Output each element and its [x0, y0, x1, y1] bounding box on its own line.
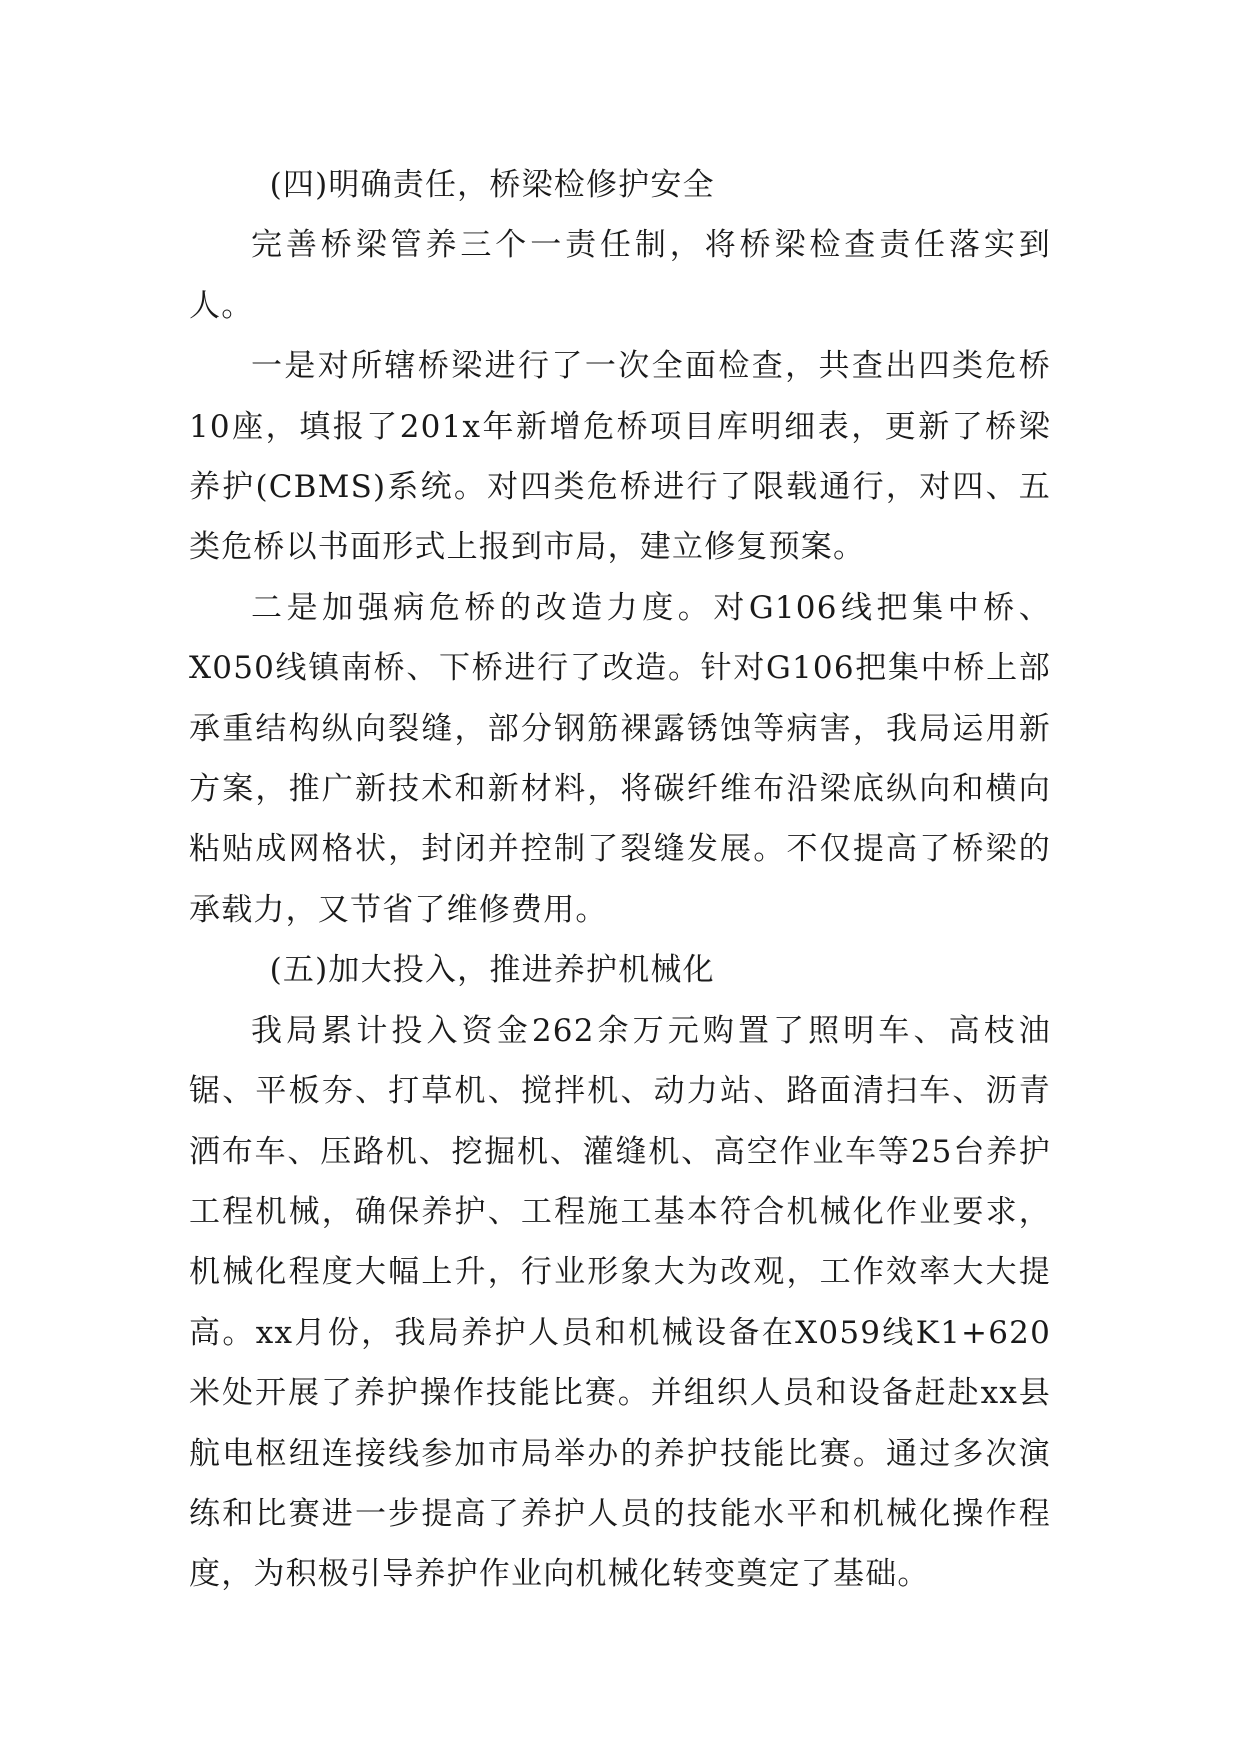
paragraph-mechanization: 我局累计投入资金262余万元购置了照明车、高枝油锯、平板夯、打草机、搅拌机、动力站、路面清扫车、沥青洒布车、压路机、挖掘机、灌缝机、高空作业车等25台养护工程机械，确保养护、工程施工基本符合机械化作业要求，机械化程度大幅上升，行业形象大为改观，工作效率大大提高。xx月份，我局养护人员和机械设备在X059线K1+620米处开展了养护操作技能比赛。并组织人员和设备赶赴xx县航电枢纽连接线参加市局举办的养护技能比赛。通过多次演练和比赛进一步提高了养护人员的技能水平和机械化操作程度，为积极引导养护作业向机械化转变奠定了基础。	[189, 1012, 1051, 1593]
section-heading-five: (五)加大投入，推进养护机械化	[269, 952, 715, 989]
paragraph-renovation: 二是加强病危桥的改造力度。对G106线把集中桥、X050线镇南桥、下桥进行了改造。针对G106把集中桥上部承重结构纵向裂缝，部分钢筋裸露锈蚀等病害，我局运用新方案，推广新技术和新材料，将碳纤维布沿梁底纵向和横向粘贴成网格状，封闭并控制了裂缝发展。不仅提高了桥梁的承载力，又节省了维修费用。	[189, 589, 1051, 928]
document-body	[189, 155, 1051, 1605]
section-heading-four: (四)明确责任，桥梁检修护安全	[269, 167, 715, 203]
paragraph-inspection: 一是对所辖桥梁进行了一次全面检查，共查出四类危桥10座，填报了201x年新增危桥项目库明细表，更新了桥梁养护(CBMS)系统。对四类危桥进行了限载通行，对四、五类危桥以书面形式上报到市局，建立修复预案。	[189, 348, 1051, 566]
paragraph-responsibility: 完善桥梁管养三个一责任制，将桥梁检查责任落实到人。	[189, 227, 1051, 324]
